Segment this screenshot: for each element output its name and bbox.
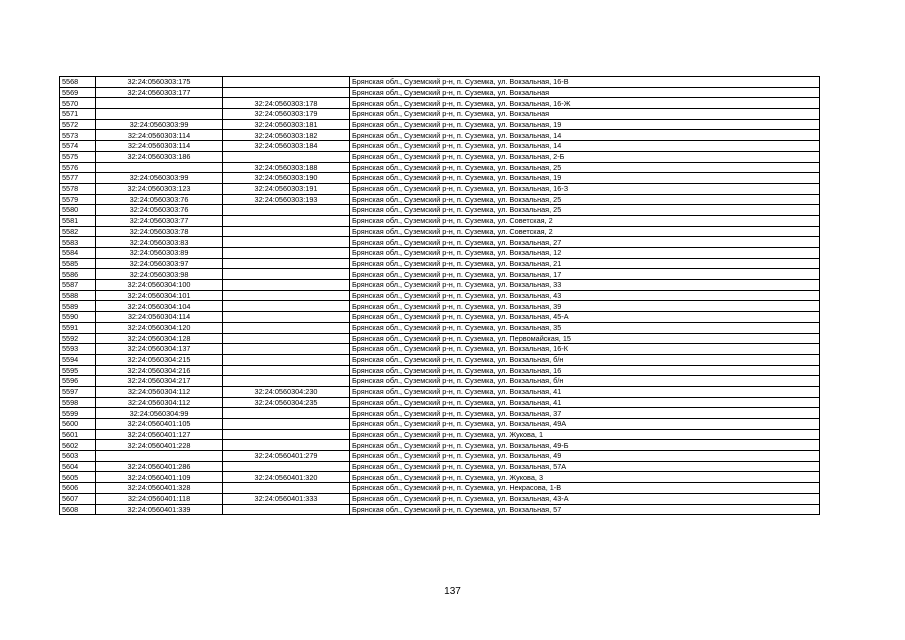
row-number-cell: 5579 — [60, 194, 96, 205]
address-cell: Брянская обл., Суземский р-н, п. Суземка, ул. Вокзальная, 39 — [350, 301, 820, 312]
table-row — [60, 183, 820, 194]
table-row — [60, 290, 820, 301]
cadastral-number-2-cell — [223, 205, 350, 216]
address-cell: Брянская обл., Суземский р-н, п. Суземка, ул. Вокзальная, б/н — [350, 354, 820, 365]
address-cell: Брянская обл., Суземский р-н, п. Суземка, ул. Вокзальная, 45-А — [350, 312, 820, 323]
row-number-cell: 5590 — [60, 312, 96, 323]
table-row — [60, 344, 820, 355]
table-row — [60, 376, 820, 387]
table-row — [60, 419, 820, 430]
address-cell: Брянская обл., Суземский р-н, п. Суземка, ул. Вокзальная, 16-Ж — [350, 98, 820, 109]
cadastral-number-cell — [96, 98, 223, 109]
address-cell: Брянская обл., Суземский р-н, п. Суземка, ул. Вокзальная, 16 — [350, 365, 820, 376]
table-row — [60, 365, 820, 376]
cadastral-number-2-cell: 32:24:0560304:230 — [223, 386, 350, 397]
table-row — [60, 429, 820, 440]
cadastral-number-cell: 32:24:0560401:339 — [96, 504, 223, 515]
table-row — [60, 354, 820, 365]
cadastral-number-2-cell — [223, 226, 350, 237]
cadastral-register-table — [59, 76, 820, 515]
cadastral-number-2-cell — [223, 237, 350, 248]
address-cell: Брянская обл., Суземский р-н, п. Суземка, ул. Вокзальная, 12 — [350, 248, 820, 259]
row-number-cell: 5581 — [60, 215, 96, 226]
address-cell: Брянская обл., Суземский р-н, п. Суземка, ул. Жукова, 1 — [350, 429, 820, 440]
cadastral-number-cell: 32:24:0560303:99 — [96, 173, 223, 184]
row-number-cell: 5576 — [60, 162, 96, 173]
cadastral-number-2-cell: 32:24:0560303:184 — [223, 141, 350, 152]
address-cell: Брянская обл., Суземский р-н, п. Суземка, ул. Вокзальная — [350, 87, 820, 98]
row-number-cell: 5582 — [60, 226, 96, 237]
address-cell: Брянская обл., Суземский р-н, п. Суземка, ул. Жукова, 3 — [350, 472, 820, 483]
address-cell: Брянская обл., Суземский р-н, п. Суземка, ул. Вокзальная, 19 — [350, 119, 820, 130]
address-cell: Брянская обл., Суземский р-н, п. Суземка, ул. Вокзальная, 17 — [350, 269, 820, 280]
cadastral-number-cell: 32:24:0560304:112 — [96, 397, 223, 408]
table-row — [60, 109, 820, 120]
table-row — [60, 87, 820, 98]
table-row — [60, 397, 820, 408]
cadastral-number-cell: 32:24:0560304:128 — [96, 333, 223, 344]
cadastral-number-cell: 32:24:0560303:77 — [96, 215, 223, 226]
cadastral-number-cell — [96, 109, 223, 120]
address-cell: Брянская обл., Суземский р-н, п. Суземка, ул. Первомайская, 15 — [350, 333, 820, 344]
cadastral-number-cell: 32:24:0560304:217 — [96, 376, 223, 387]
address-cell: Брянская обл., Суземский р-н, п. Суземка, ул. Вокзальная, 41 — [350, 397, 820, 408]
address-cell: Брянская обл., Суземский р-н, п. Суземка, ул. Вокзальная, 49 — [350, 451, 820, 462]
cadastral-number-cell: 32:24:0560303:83 — [96, 237, 223, 248]
table-row — [60, 215, 820, 226]
table-row — [60, 258, 820, 269]
cadastral-number-cell: 32:24:0560401:109 — [96, 472, 223, 483]
cadastral-number-2-cell — [223, 301, 350, 312]
row-number-cell: 5601 — [60, 429, 96, 440]
cadastral-number-cell: 32:24:0560303:123 — [96, 183, 223, 194]
cadastral-number-cell — [96, 451, 223, 462]
cadastral-number-2-cell — [223, 333, 350, 344]
table-row — [60, 130, 820, 141]
cadastral-number-cell: 32:24:0560304:216 — [96, 365, 223, 376]
cadastral-number-2-cell — [223, 280, 350, 291]
table-row — [60, 248, 820, 259]
cadastral-number-cell: 32:24:0560303:177 — [96, 87, 223, 98]
cadastral-number-2-cell: 32:24:0560303:179 — [223, 109, 350, 120]
address-cell: Брянская обл., Суземский р-н, п. Суземка, ул. Вокзальная, б/н — [350, 376, 820, 387]
row-number-cell: 5585 — [60, 258, 96, 269]
row-number-cell: 5577 — [60, 173, 96, 184]
row-number-cell: 5586 — [60, 269, 96, 280]
table-row — [60, 312, 820, 323]
cadastral-number-2-cell — [223, 344, 350, 355]
address-cell: Брянская обл., Суземский р-н, п. Суземка, ул. Вокзальная, 49А — [350, 419, 820, 430]
table-row — [60, 408, 820, 419]
cadastral-number-cell: 32:24:0560304:120 — [96, 322, 223, 333]
cadastral-number-cell: 32:24:0560303:114 — [96, 130, 223, 141]
row-number-cell: 5572 — [60, 119, 96, 130]
cadastral-number-2-cell: 32:24:0560303:181 — [223, 119, 350, 130]
cadastral-number-2-cell — [223, 419, 350, 430]
cadastral-number-2-cell: 32:24:0560401:279 — [223, 451, 350, 462]
page-number: 137 — [444, 586, 461, 597]
row-number-cell: 5571 — [60, 109, 96, 120]
cadastral-number-2-cell: 32:24:0560401:333 — [223, 493, 350, 504]
row-number-cell: 5588 — [60, 290, 96, 301]
table-row — [60, 98, 820, 109]
table-row — [60, 226, 820, 237]
row-number-cell: 5599 — [60, 408, 96, 419]
row-number-cell: 5606 — [60, 483, 96, 494]
table-row — [60, 493, 820, 504]
address-cell: Брянская обл., Суземский р-н, п. Суземка, ул. Вокзальная, 16-К — [350, 344, 820, 355]
cadastral-number-cell: 32:24:0560401:328 — [96, 483, 223, 494]
table-row — [60, 162, 820, 173]
cadastral-number-cell: 32:24:0560303:175 — [96, 77, 223, 88]
address-cell: Брянская обл., Суземский р-н, п. Суземка, ул. Вокзальная, 57А — [350, 461, 820, 472]
row-number-cell: 5575 — [60, 151, 96, 162]
cadastral-number-cell: 32:24:0560304:112 — [96, 386, 223, 397]
row-number-cell: 5589 — [60, 301, 96, 312]
table-row — [60, 301, 820, 312]
cadastral-number-cell: 32:24:0560304:137 — [96, 344, 223, 355]
address-cell: Брянская обл., Суземский р-н, п. Суземка, ул. Некрасова, 1-В — [350, 483, 820, 494]
row-number-cell: 5568 — [60, 77, 96, 88]
cadastral-number-cell: 32:24:0560304:101 — [96, 290, 223, 301]
cadastral-number-2-cell — [223, 77, 350, 88]
row-number-cell: 5584 — [60, 248, 96, 259]
row-number-cell: 5600 — [60, 419, 96, 430]
cadastral-number-2-cell — [223, 151, 350, 162]
cadastral-number-2-cell: 32:24:0560303:178 — [223, 98, 350, 109]
address-cell: Брянская обл., Суземский р-н, п. Суземка, ул. Вокзальная, 49-Б — [350, 440, 820, 451]
table-row — [60, 237, 820, 248]
address-cell: Брянская обл., Суземский р-н, п. Суземка, ул. Вокзальная, 57 — [350, 504, 820, 515]
cadastral-number-2-cell — [223, 354, 350, 365]
cadastral-number-2-cell: 32:24:0560303:188 — [223, 162, 350, 173]
row-number-cell: 5592 — [60, 333, 96, 344]
cadastral-number-cell: 32:24:0560304:215 — [96, 354, 223, 365]
cadastral-number-cell: 32:24:0560401:118 — [96, 493, 223, 504]
table-row — [60, 151, 820, 162]
cadastral-number-cell: 32:24:0560303:76 — [96, 194, 223, 205]
row-number-cell: 5607 — [60, 493, 96, 504]
row-number-cell: 5578 — [60, 183, 96, 194]
table-row — [60, 77, 820, 88]
table-row — [60, 322, 820, 333]
table-row — [60, 483, 820, 494]
table-row — [60, 194, 820, 205]
row-number-cell: 5597 — [60, 386, 96, 397]
cadastral-number-2-cell: 32:24:0560401:320 — [223, 472, 350, 483]
cadastral-number-cell: 32:24:0560304:114 — [96, 312, 223, 323]
cadastral-number-cell: 32:24:0560303:97 — [96, 258, 223, 269]
address-cell: Брянская обл., Суземский р-н, п. Суземка, ул. Вокзальная, 43 — [350, 290, 820, 301]
cadastral-number-cell: 32:24:0560303:99 — [96, 119, 223, 130]
table-row — [60, 386, 820, 397]
address-cell: Брянская обл., Суземский р-н, п. Суземка, ул. Вокзальная, 2-Б — [350, 151, 820, 162]
cadastral-number-cell: 32:24:0560401:105 — [96, 419, 223, 430]
cadastral-number-cell: 32:24:0560304:99 — [96, 408, 223, 419]
cadastral-number-cell — [96, 162, 223, 173]
table-row — [60, 173, 820, 184]
table-row — [60, 451, 820, 462]
row-number-cell: 5595 — [60, 365, 96, 376]
address-cell: Брянская обл., Суземский р-н, п. Суземка, ул. Вокзальная, 37 — [350, 408, 820, 419]
table-row — [60, 269, 820, 280]
cadastral-number-cell: 32:24:0560304:104 — [96, 301, 223, 312]
row-number-cell: 5596 — [60, 376, 96, 387]
cadastral-number-cell: 32:24:0560303:89 — [96, 248, 223, 259]
cadastral-number-2-cell: 32:24:0560303:191 — [223, 183, 350, 194]
row-number-cell: 5602 — [60, 440, 96, 451]
address-cell: Брянская обл., Суземский р-н, п. Суземка, ул. Вокзальная, 19 — [350, 173, 820, 184]
cadastral-number-2-cell — [223, 258, 350, 269]
row-number-cell: 5583 — [60, 237, 96, 248]
address-cell: Брянская обл., Суземский р-н, п. Суземка, ул. Вокзальная, 25 — [350, 162, 820, 173]
row-number-cell: 5605 — [60, 472, 96, 483]
row-number-cell: 5593 — [60, 344, 96, 355]
register-table-body — [60, 77, 820, 515]
table-row — [60, 280, 820, 291]
cadastral-number-cell: 32:24:0560303:186 — [96, 151, 223, 162]
address-cell: Брянская обл., Суземский р-н, п. Суземка, ул. Вокзальная, 27 — [350, 237, 820, 248]
row-number-cell: 5608 — [60, 504, 96, 515]
row-number-cell: 5604 — [60, 461, 96, 472]
row-number-cell: 5591 — [60, 322, 96, 333]
address-cell: Брянская обл., Суземский р-н, п. Суземка, ул. Вокзальная, 33 — [350, 280, 820, 291]
cadastral-number-2-cell — [223, 215, 350, 226]
cadastral-number-2-cell — [223, 248, 350, 259]
cadastral-number-2-cell — [223, 440, 350, 451]
address-cell: Брянская обл., Суземский р-н, п. Суземка, ул. Советская, 2 — [350, 215, 820, 226]
row-number-cell: 5570 — [60, 98, 96, 109]
table-row — [60, 119, 820, 130]
address-cell: Брянская обл., Суземский р-н, п. Суземка, ул. Вокзальная, 25 — [350, 194, 820, 205]
cadastral-number-2-cell — [223, 269, 350, 280]
row-number-cell: 5587 — [60, 280, 96, 291]
address-cell: Брянская обл., Суземский р-н, п. Суземка, ул. Вокзальная, 41 — [350, 386, 820, 397]
cadastral-number-2-cell — [223, 429, 350, 440]
row-number-cell: 5573 — [60, 130, 96, 141]
cadastral-number-2-cell: 32:24:0560303:182 — [223, 130, 350, 141]
cadastral-number-2-cell — [223, 461, 350, 472]
address-cell: Брянская обл., Суземский р-н, п. Суземка, ул. Советская, 2 — [350, 226, 820, 237]
table-row — [60, 461, 820, 472]
table-row — [60, 472, 820, 483]
cadastral-number-2-cell — [223, 365, 350, 376]
address-cell: Брянская обл., Суземский р-н, п. Суземка, ул. Вокзальная — [350, 109, 820, 120]
cadastral-number-2-cell — [223, 483, 350, 494]
address-cell: Брянская обл., Суземский р-н, п. Суземка, ул. Вокзальная, 25 — [350, 205, 820, 216]
cadastral-number-cell: 32:24:0560401:286 — [96, 461, 223, 472]
table-row — [60, 440, 820, 451]
cadastral-number-cell: 32:24:0560304:100 — [96, 280, 223, 291]
row-number-cell: 5569 — [60, 87, 96, 98]
cadastral-number-cell: 32:24:0560303:76 — [96, 205, 223, 216]
cadastral-number-2-cell — [223, 87, 350, 98]
cadastral-number-cell: 32:24:0560303:78 — [96, 226, 223, 237]
address-cell: Брянская обл., Суземский р-н, п. Суземка, ул. Вокзальная, 35 — [350, 322, 820, 333]
cadastral-number-2-cell — [223, 322, 350, 333]
cadastral-number-2-cell — [223, 408, 350, 419]
cadastral-number-2-cell — [223, 312, 350, 323]
address-cell: Брянская обл., Суземский р-н, п. Суземка, ул. Вокзальная, 16-В — [350, 77, 820, 88]
address-cell: Брянская обл., Суземский р-н, п. Суземка, ул. Вокзальная, 16-З — [350, 183, 820, 194]
address-cell: Брянская обл., Суземский р-н, п. Суземка, ул. Вокзальная, 21 — [350, 258, 820, 269]
address-cell: Брянская обл., Суземский р-н, п. Суземка, ул. Вокзальная, 14 — [350, 130, 820, 141]
cadastral-number-cell: 32:24:0560303:98 — [96, 269, 223, 280]
cadastral-number-cell: 32:24:0560401:127 — [96, 429, 223, 440]
cadastral-number-2-cell — [223, 290, 350, 301]
cadastral-number-2-cell — [223, 376, 350, 387]
cadastral-number-2-cell: 32:24:0560304:235 — [223, 397, 350, 408]
cadastral-number-2-cell: 32:24:0560303:193 — [223, 194, 350, 205]
row-number-cell: 5598 — [60, 397, 96, 408]
row-number-cell: 5580 — [60, 205, 96, 216]
cadastral-number-2-cell: 32:24:0560303:190 — [223, 173, 350, 184]
table-row — [60, 141, 820, 152]
table-row — [60, 333, 820, 344]
row-number-cell: 5603 — [60, 451, 96, 462]
row-number-cell: 5574 — [60, 141, 96, 152]
address-cell: Брянская обл., Суземский р-н, п. Суземка, ул. Вокзальная, 14 — [350, 141, 820, 152]
address-cell: Брянская обл., Суземский р-н, п. Суземка, ул. Вокзальная, 43-А — [350, 493, 820, 504]
row-number-cell: 5594 — [60, 354, 96, 365]
table-row — [60, 504, 820, 515]
table-row — [60, 205, 820, 216]
cadastral-number-cell: 32:24:0560401:228 — [96, 440, 223, 451]
cadastral-number-2-cell — [223, 504, 350, 515]
cadastral-number-cell: 32:24:0560303:114 — [96, 141, 223, 152]
